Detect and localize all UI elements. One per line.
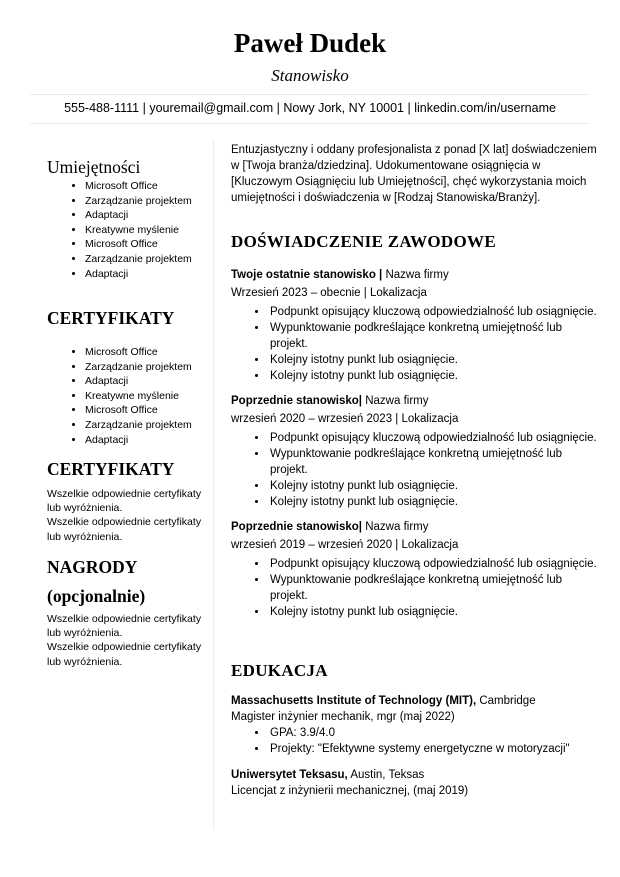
list-item: • Kolejny istotny punkt lub osiągnięcie. [268,604,599,620]
degree: Magister inżynier mechanik, mgr (maj 2022) [231,711,455,723]
skills-section [47,156,207,281]
list-item: • Podpunkt opisujący kluczową odpowiedzialność lub osiągnięcie. [268,556,599,572]
list-item: • Kolejny istotny punkt lub osiągnięcie. [268,494,599,510]
certifications-heading: CERTYFIKATY [47,308,175,328]
summary-text: Entuzjastyczny i oddany profesjonalista z ponad [X lat] doświadczeniem w [Twoja branża/dziedzina]. Udokumentowane osiągnięcia w [Kluczowym Osiągnięciu lub Umiejętności], chęć wykorzystania moich umiejętności i doświadczenia w [Rodzaj Stanowiska/Branży]. [231,144,597,204]
list-item: • Zarządzanie projektem [85,418,207,433]
degree: Licencjat z inżynierii mechanicznej, (maj 2019) [231,785,469,797]
job-title-line [231,519,599,535]
list-item: • Zarządzanie projektem [85,360,207,375]
job-entry [231,393,599,510]
certifications-list [47,345,207,447]
company-name: Nazwa firmy [362,395,429,407]
awards-subheading: (opcjonalnie) [47,586,146,606]
text-line: lub wyróżnienia. [47,627,123,640]
resume-position: Stanowisko [271,66,349,85]
list-item: • Microsoft Office [85,345,207,360]
education-bullets [231,725,599,757]
text-line: lub wyróżnienia. [47,502,123,515]
job-bullets [231,304,599,384]
job-title-line [231,267,599,283]
list-item: • Kreatywne myślenie [85,389,207,404]
school-line [231,693,599,709]
job-meta: Wrzesień 2023 – obecnie | Lokalizacja [231,287,427,299]
awards-text [47,612,207,669]
list-item: • Kolejny istotny punkt lub osiągnięcie. [268,352,599,368]
text-line: Wszelkie odpowiednie certyfikaty [47,613,202,625]
school-line [231,767,599,783]
list-item: • Kolejny istotny punkt lub osiągnięcie. [268,368,599,384]
job-entry [231,519,599,620]
experience-heading: DOŚWIADCZENIE ZAWODOWE [231,232,496,251]
divider-top [30,94,590,95]
text-line: Wszelkie odpowiednie certyfikaty [47,516,202,529]
list-item: • Adaptacji [85,208,207,223]
certifications-text-section [47,458,207,544]
text-line: Wszelkie odpowiednie certyfikaty [47,641,202,654]
list-item: • Adaptacji [85,374,207,389]
job-title: Twoje ostatnie stanowisko | [231,269,383,281]
job-entry [231,267,599,384]
summary-section [231,142,599,206]
column-divider [213,140,214,830]
text-line: lub wyróżnienia. [47,530,123,543]
list-item: • Wypunktowanie podkreślające konkretną umiejętność lub projekt. [268,320,599,352]
list-item: • Podpunkt opisujący kluczową odpowiedzialność lub osiągnięcie. [268,304,599,320]
company-name: Nazwa firmy [362,521,429,533]
list-item: • Wypunktowanie podkreślające konkretną umiejętność lub projekt. [268,446,599,478]
experience-section [231,232,599,620]
list-item: • Podpunkt opisujący kluczową odpowiedzialność lub osiągnięcie. [268,430,599,446]
job-bullets [231,430,599,510]
list-item: • Adaptacji [85,433,207,448]
list-item: • Adaptacji [85,267,207,282]
skills-list [47,179,207,281]
school-location: Cambridge [476,695,536,707]
resume-name: Paweł Dudek [233,28,387,58]
education-section [231,661,599,799]
education-entry [231,693,599,757]
school-name: Uniwersytet Teksasu, [231,769,348,781]
divider-bottom [30,123,590,124]
list-item: • Zarządzanie projektem [85,194,207,209]
list-item: • Microsoft Office [85,179,207,194]
contact-line: 555-488-1111 | youremail@gmail.com | Nowy Jork, NY 10001 | linkedin.com/in/username [64,101,556,115]
job-bullets [231,556,599,620]
job-title: Poprzednie stanowisko| [231,521,363,533]
awards-section [47,556,207,669]
skills-heading: Umiejętności [47,157,141,177]
school-location: Austin, Teksas [347,769,425,781]
certifications-section [47,307,207,447]
job-title-line [231,393,599,409]
text-line: Wszelkie odpowiednie certyfikaty [47,488,202,500]
text-line: lub wyróżnienia. [47,655,123,668]
job-title: Poprzednie stanowisko| [231,395,363,407]
school-name: Massachusetts Institute of Technology (MIT), [231,695,477,707]
awards-heading: NAGRODY [47,557,138,577]
list-item: • GPA: 3.9/4.0 [268,725,599,741]
certifications-heading-2: CERTYFIKATY [47,459,175,479]
list-item: • Projekty: "Efektywne systemy energetyczne w motoryzacji" [268,741,599,757]
list-item: • Kolejny istotny punkt lub osiągnięcie. [268,478,599,494]
job-meta: wrzesień 2020 – wrzesień 2023 | Lokalizacja [231,413,459,425]
company-name: Nazwa firmy [382,269,449,281]
list-item: • Microsoft Office [85,237,207,252]
job-meta: wrzesień 2019 – wrzesień 2020 | Lokalizacja [231,539,459,551]
education-entry [231,767,599,799]
list-item: • Wypunktowanie podkreślające konkretną umiejętność lub projekt. [268,572,599,604]
certifications-text [47,487,207,544]
education-heading: EDUKACJA [231,661,328,680]
list-item: • Microsoft Office [85,403,207,418]
list-item: • Kreatywne myślenie [85,223,207,238]
list-item: • Zarządzanie projektem [85,252,207,267]
